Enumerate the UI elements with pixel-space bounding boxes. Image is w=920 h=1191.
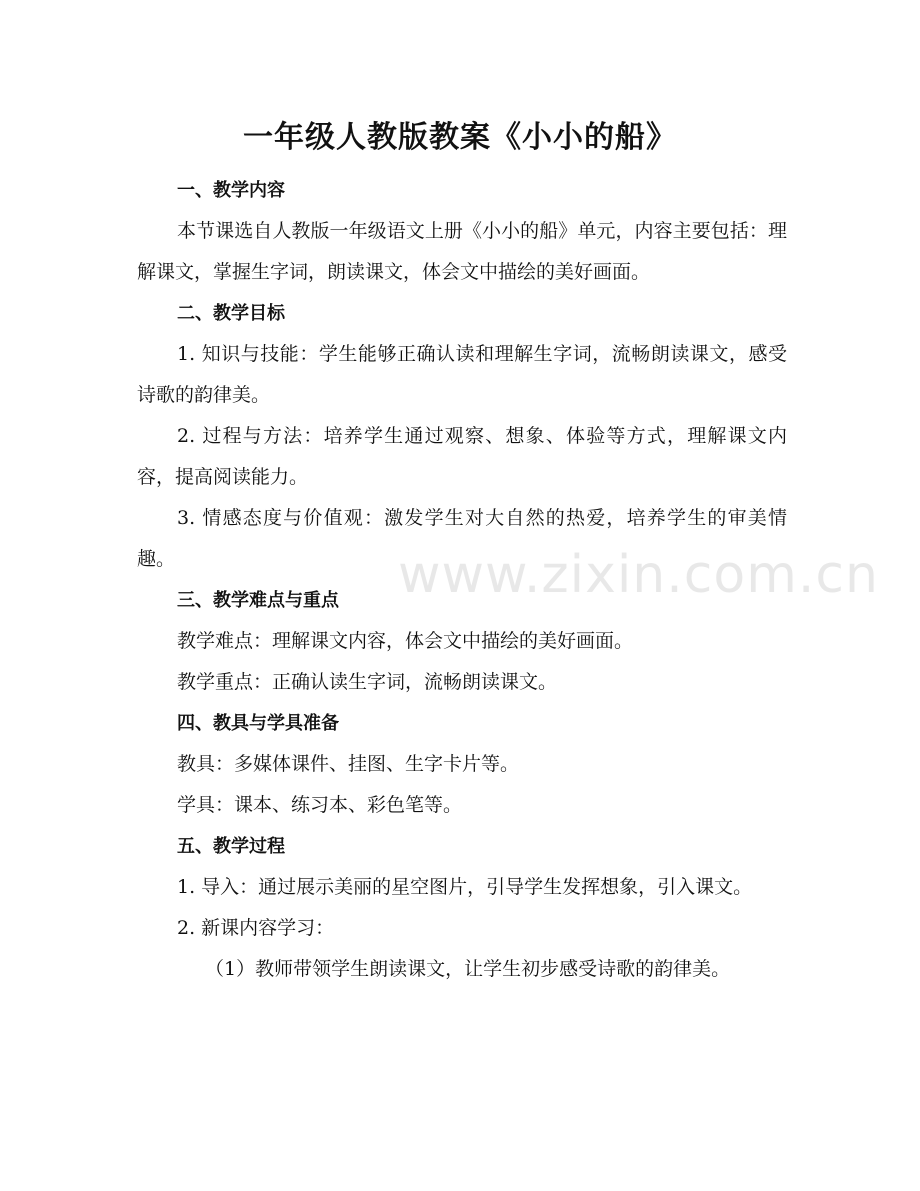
section-heading: 一、教学内容 <box>177 180 285 201</box>
document-title: 一年级人教版教案《小小的船》 <box>243 120 677 155</box>
paragraph: 3. 情感态度与价值观：激发学生对大自然的热爱，培养学生的审美情趣。 <box>137 507 787 570</box>
section-heading: 五、教学过程 <box>177 836 285 857</box>
paragraph: 教学难点：理解课文内容，体会文中描绘的美好画面。 <box>177 630 634 652</box>
section-heading: 二、教学目标 <box>177 303 285 324</box>
section-difficulties-and-key-points <box>137 580 787 703</box>
document-body <box>137 170 787 990</box>
section-heading: 三、教学难点与重点 <box>177 590 339 611</box>
section-teaching-goals <box>137 293 787 580</box>
section-teaching-content <box>137 170 787 293</box>
paragraph: 1. 导入：通过展示美丽的星空图片，引导学生发挥想象，引入课文。 <box>177 876 753 898</box>
sub-paragraph: （1）教师带领学生朗读课文，让学生初步感受诗歌的韵律美。 <box>205 958 731 980</box>
section-heading: 四、教具与学具准备 <box>177 713 339 734</box>
paragraph: 1. 知识与技能：学生能够正确认读和理解生字词，流畅朗读课文，感受诗歌的韵律美。 <box>137 343 787 406</box>
paragraph: 2. 新课内容学习： <box>177 917 335 939</box>
paragraph: 本节课选自人教版一年级语文上册《小小的船》单元，内容主要包括：理解课文，掌握生字词，朗读课文，体会文中描绘的美好画面。 <box>137 220 787 283</box>
watermark: www.zixin.com.cn <box>398 545 879 605</box>
paragraph: 教具：多媒体课件、挂图、生字卡片等。 <box>177 753 520 775</box>
section-teaching-process <box>137 826 787 990</box>
paragraph: 2. 过程与方法：培养学生通过观察、想象、体验等方式，理解课文内容，提高阅读能力。 <box>137 425 787 488</box>
paragraph: 教学重点：正确认读生字词，流畅朗读课文。 <box>177 671 558 693</box>
paragraph: 学具：课本、练习本、彩色笔等。 <box>177 794 463 816</box>
section-materials <box>137 703 787 826</box>
